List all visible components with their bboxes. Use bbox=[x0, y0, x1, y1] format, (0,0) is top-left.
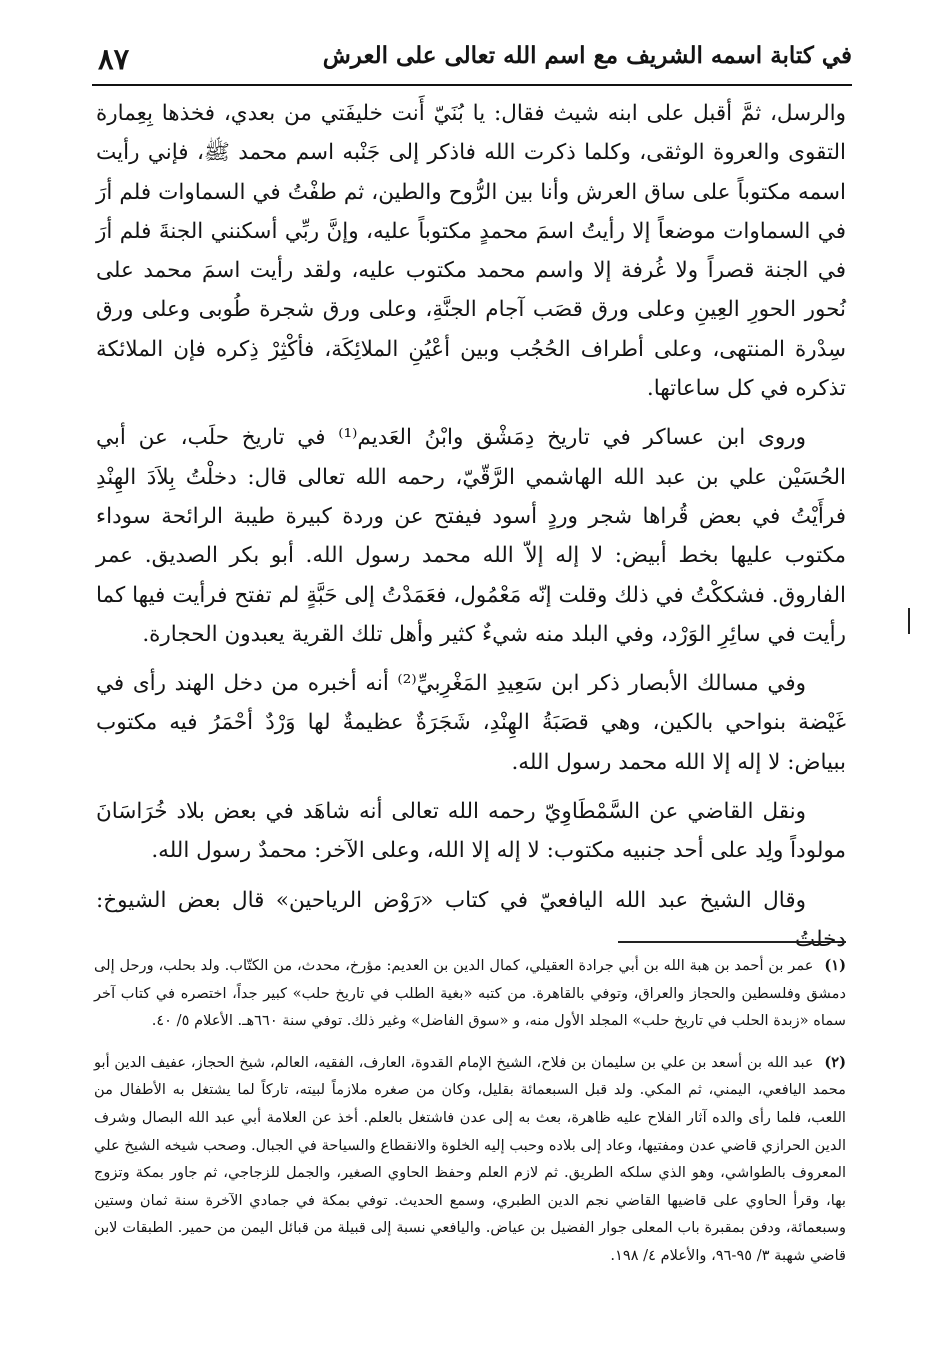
paragraph: وقال الشيخ عبد الله اليافعيّ في كتاب «رَوْض الرياحين» قال بعض الشيوخ: دخلتُ bbox=[96, 887, 846, 952]
page-number: ٨٧ bbox=[98, 42, 130, 76]
footnote-text: عبد الله بن أسعد بن علي بن سليمان بن فلاح، الشيخ الإمام القدوة، العارف، الفقيه، العالم، شيخ الحجاز، عفيف الدين أبو محمد اليافعي، اليمني، ثم المكي. ولد قبل السبعمائة بقليل، وكان من صغره ملازماً لبيته، تاركاً لما يشتغل به الأطفال من اللعب، فلما رأى والده آثار الفلاح عليه ظاهرة، بعث به إلى عدن فاشتغل بالعلم. أخذ عن العلامة أبي عبد الله البصال وشرف الدين الحرازي قاضي عدن ومفتيها، وعاد إلى بلاده وحبب إليه الخلوة والانقطاع والسياحة في الجبال. وصحب شيخه الشيخ علي المعروف بالطواشي، وهو الذي سلكه الطريق. ثم لازم العلم وحفظ الحاوي الصغير، والجمل للزجاجي، ثم جاور بمكة وتزوج بها، وقرأ الحاوي على قاضيها القاضي نجم الدين الطبري، وسمع الحديث. توفي بمكة في جمادي الآخرة سنة ثمان وستين وسبعمائة، ودفن بمقبرة باب المعلى جوار الفضيل بن عياض. واليافعي نسبة إلى قبيلة من قبائل اليمن من حمير. الطبقات لابن قاضي شهبة ٣/ ٩٥-٩٦، والأعلام ٤/ ١٩٨. bbox=[94, 1053, 846, 1264]
footnote-marker: (١) bbox=[824, 957, 846, 974]
footnote-marker: (٢) bbox=[824, 1053, 846, 1071]
footnote bbox=[94, 952, 846, 1035]
footnote-text: عمر بن أحمد بن هبة الله بن أبي جرادة العقيلي، كمال الدين بن العديم: مؤرخ، محدث، من الكتّاب. ولد بحلب، ورحل إلى دمشق وفلسطين والحجاز والعراق، وتوفي بالقاهرة. من كتبه «بغية الطلب في تاريخ حلب» كبير جداً، اختصره في كتاب آخر سماه «زبدة الحلب في تاريخ حلب» المجلد الأول منه، و «سوق الفاضل» وغير ذلك. توفي سنة ٦٦٠هـ. الأعلام ٥/ ٤٠. bbox=[94, 957, 846, 1030]
paragraph: وفي مسالك الأبصار ذكر ابن سَعِيدِ المَغْرِبيِّ⁽²⁾ أنه أخبره من دخل الهند رأى في غَيْضة بنواحي بالكين، وهي قصَبَةُ الهِنْدِ، شَجَرَةٌ عظيمةٌ لها وَرْدٌ أحْمَرُ فيه مكتوب ببياض: لا إله إلا الله محمد رسول الله. bbox=[96, 671, 846, 775]
footnotes bbox=[94, 952, 846, 1284]
margin-mark bbox=[908, 608, 916, 634]
footnote-divider bbox=[618, 941, 846, 943]
page-header bbox=[92, 40, 852, 86]
paragraph: ونقل القاضي عن السَّمْطَاوِيّ رحمه الله تعالى أنه شاهَد في بعض بلاد خُرَاسَانَ مولوداً ولِد على أحد جنبيه مكتوب: لا إله إلا الله، وعلى الآخر: محمدٌ رسول الله. bbox=[96, 799, 846, 864]
paragraph: وروى ابن عساكر في تاريخ دِمَشْق وابْنُ العَديم⁽¹⁾ في تاريخ حلَب، عن أبي الحُسَيْن علي بن عبد الله الهاشمي الرَّقّيّ، رحمه الله تعالى قال: دخلْتُ بِلاَدَ الهِنْدِ فرأَيْتُ في بعض قُراها شجر وردٍ أسود فيفتح عن وردة كبيرة طيبة الرائحة سوداء مكتوب عليها بخط أبيض: لا إله إلاّ الله محمد رسول الله. أبو بكر الصديق. عمر الفاروق. فشككْتُ في ذلك وقلت إنّه مَعْمُول، فعَمَدْتُ إلى حَبَّةٍ لم تفتح فرأيت فيها كما رأيت في سائِرِ الوَرْد، وفي البلد منه شيءٌ كثير وأهل تلك القرية يعبدون الحجارة. bbox=[96, 425, 846, 647]
main-text bbox=[96, 94, 846, 969]
running-title: في كتابة اسمه الشريف مع اسم الله تعالى على العرش bbox=[322, 42, 852, 69]
footnote bbox=[94, 1049, 846, 1270]
paragraph: والرسل، ثمَّ أقبل على ابنه شيث فقال: يا بُنَيّ أَنت خليفَتي من بعدي، فخذها بِعِمارة التقوى والعروة الوثقى، وكلما ذكرت الله فاذكر إلى جَنْبه اسم محمد ﷺ، فإني رأيت اسمه مكتوباً على ساق العرش وأنا بين الرُّوح والطين، ثم طفْتُ في السماوات فلم أرَ في السماوات موضعاً إلا رأيتُ اسمَ محمدٍ مكتوباً عليه، وإنَّ ربِّي أسكنني الجنةَ فلم أرَ في الجنة قصراً ولا غُرفة إلا واسم محمد مكتوب عليه، ولقد رأيت اسمَ محمد على نُحور الحورِ العِينِ وعلى ورق قصَب آجام الجنَّةِ، وعلى ورق شجرة طُوبى وعلى ورق سِدْرة المنتهى، وعلى أطراف الحُجُب وبين أعْيُنِ الملائِكَة، فأكْثِرْ ذِكره فإن الملائكة تذكره في كل ساعاتها. bbox=[96, 101, 846, 402]
